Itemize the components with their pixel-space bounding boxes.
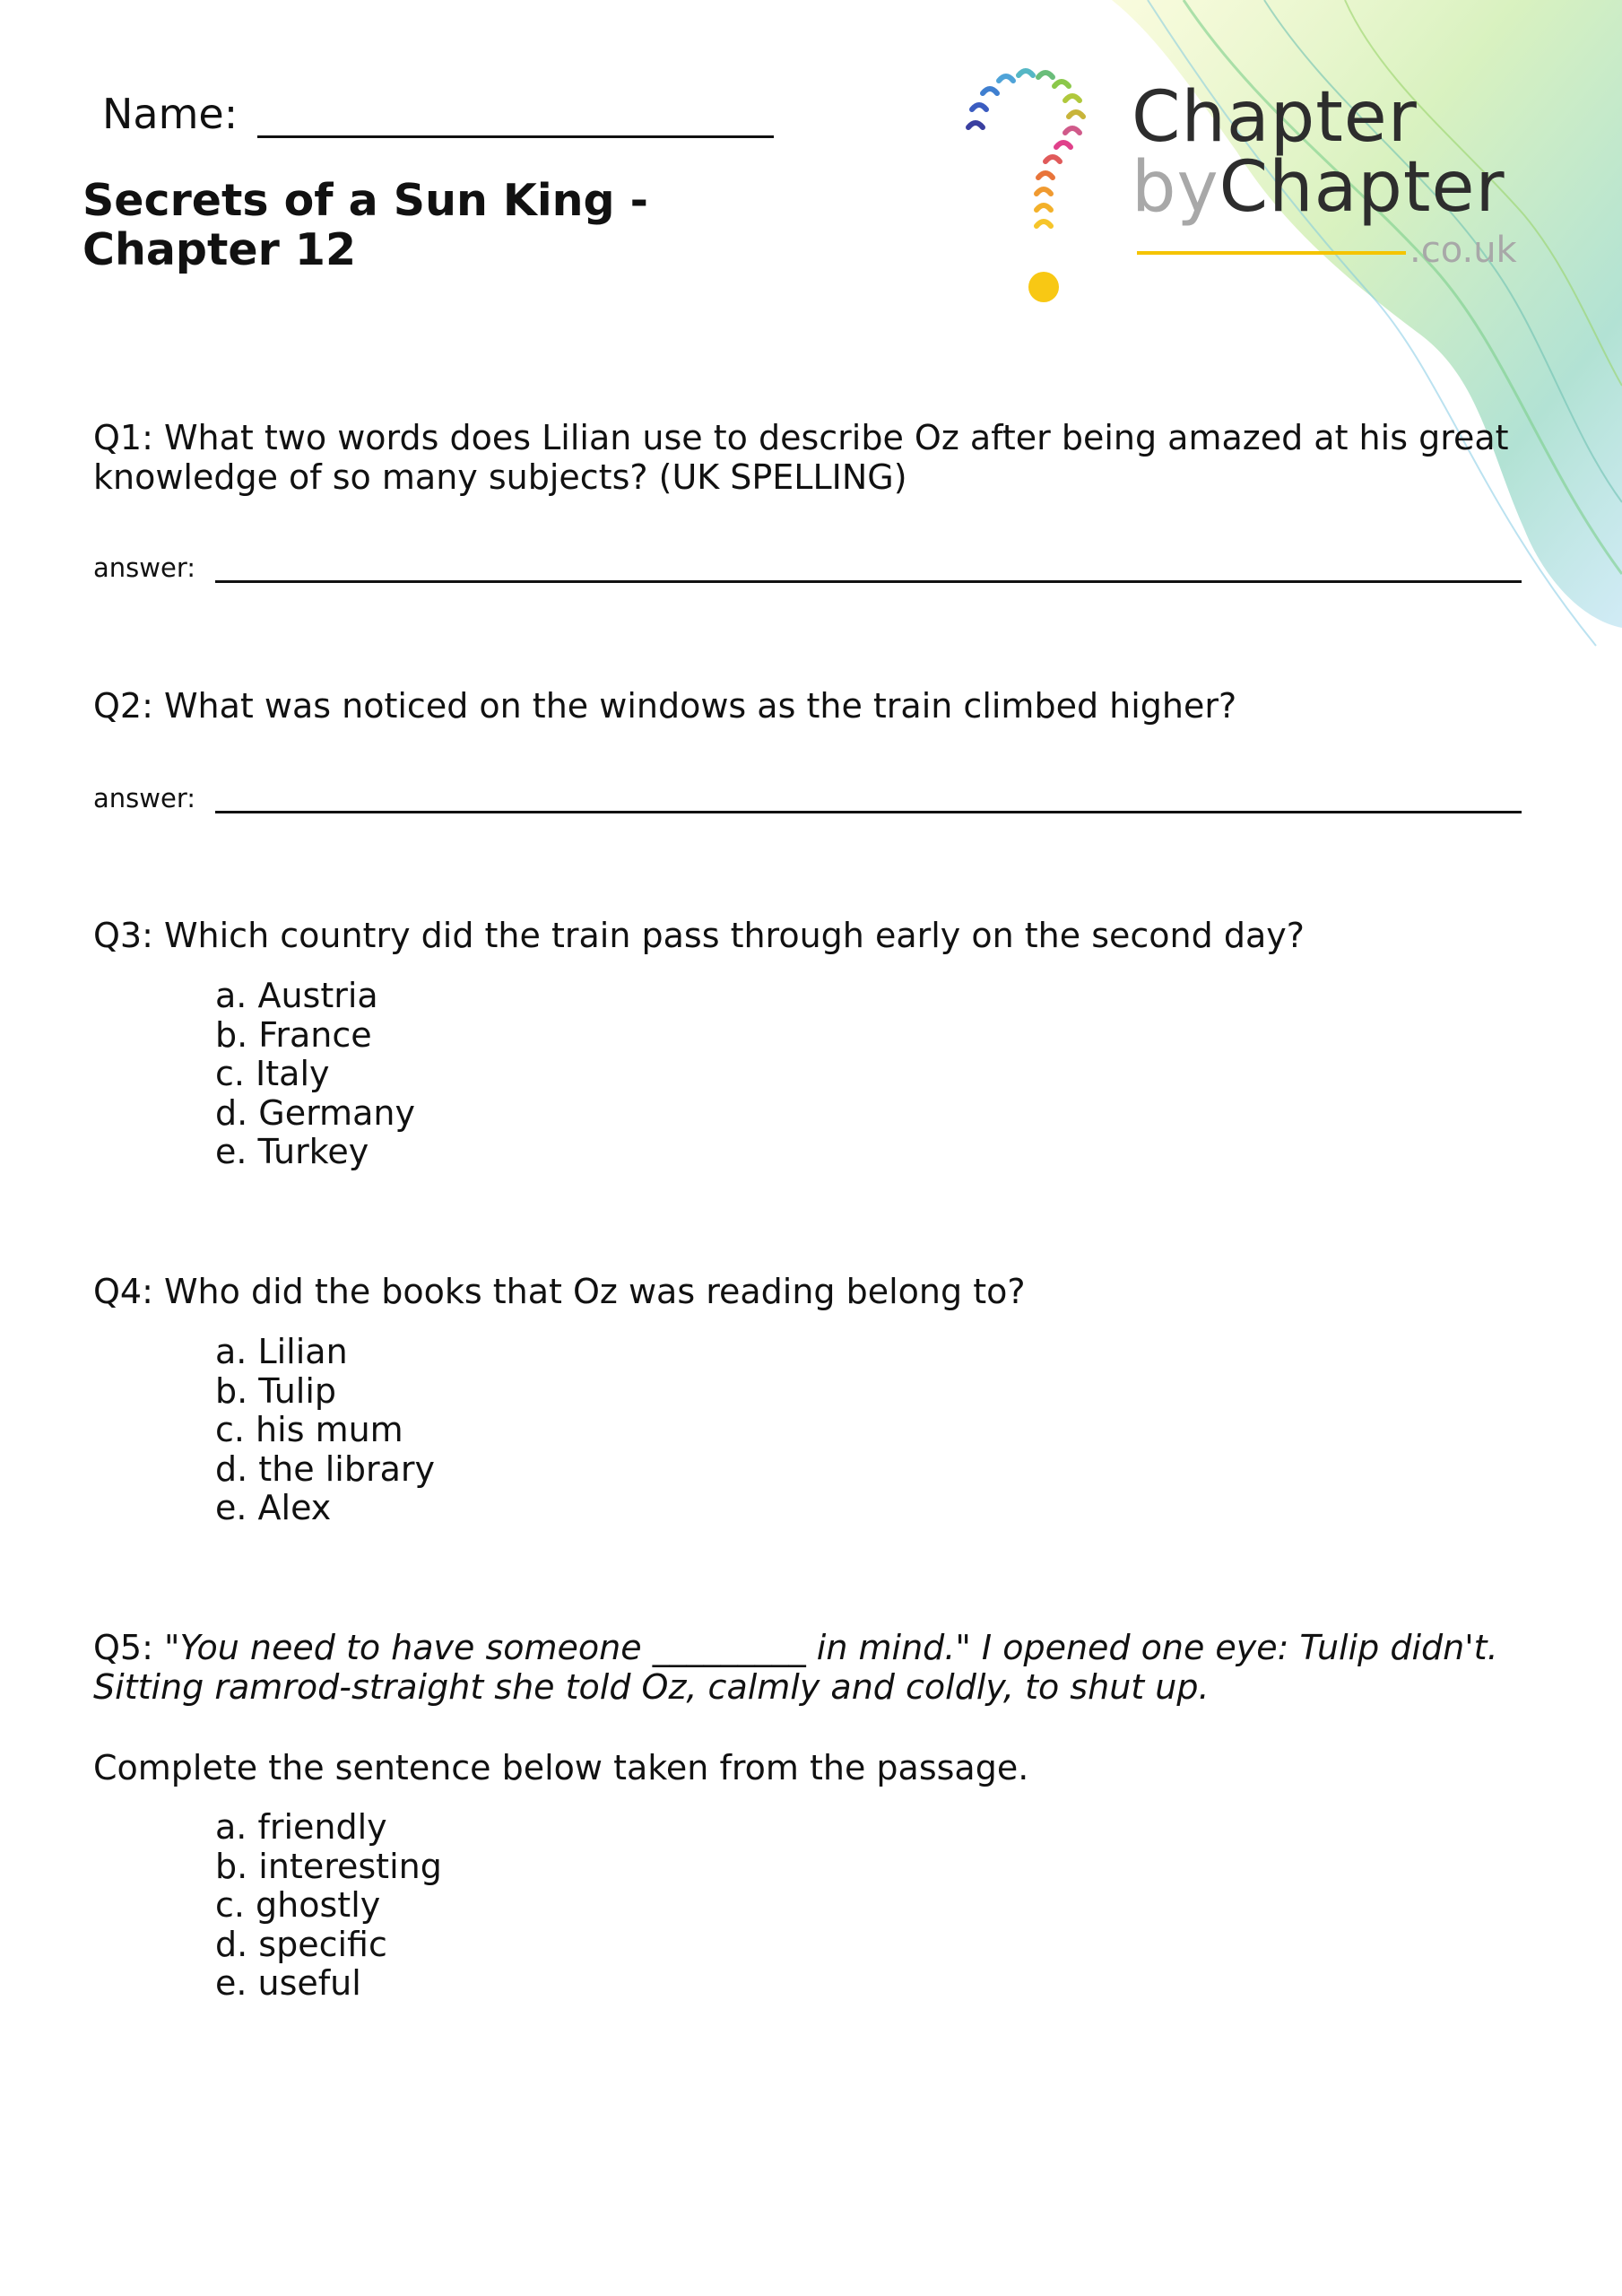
logo-wordmark xyxy=(1132,77,1505,228)
logo-word-chapter: Chapter xyxy=(1132,77,1418,158)
worksheet-title: Secrets of a Sun King - Chapter 12 xyxy=(82,175,649,275)
question-1-answer-row xyxy=(93,552,1528,583)
question-4-option-c[interactable]: c. his mum xyxy=(215,1410,403,1449)
question-3-option-a[interactable]: a. Austria xyxy=(215,976,378,1015)
question-4-option-e[interactable]: e. Alex xyxy=(215,1488,332,1527)
question-3-option-d[interactable]: d. Germany xyxy=(215,1092,415,1133)
question-5-option-d[interactable]: d. specific xyxy=(215,1924,387,1964)
question-5-options xyxy=(215,1808,442,2004)
question-5-option-b[interactable]: b. interesting xyxy=(215,1846,442,1886)
question-4-text: Q4: Who did the books that Oz was reading belong to? xyxy=(93,1272,1026,1311)
logo-underline xyxy=(1137,251,1406,255)
question-1-answer-label: answer: xyxy=(93,552,196,583)
question-3-option-b[interactable]: b. France xyxy=(215,1014,372,1055)
question-3-option-c[interactable]: c. Italy xyxy=(215,1054,330,1093)
question-5-option-e[interactable]: e. useful xyxy=(215,1963,361,2003)
question-1-text: Q1: What two words does Lilian use to describe Oz after being amazed at his great knowledge of so many subjects? (UK SPELLING) xyxy=(93,418,1509,497)
question-5-option-c[interactable]: c. ghostly xyxy=(215,1885,381,1925)
question-5-instruction: Complete the sentence below taken from the passage. xyxy=(93,1748,1029,1787)
name-input-line[interactable] xyxy=(257,91,774,138)
logo-word-bychapter xyxy=(1132,147,1505,228)
question-5-quote: "You need to have someone _________ in mind." I opened one eye: Tulip didn't. Sitting ramrod-straight she told Oz, calmly and coldly, to shut up. xyxy=(93,1628,1498,1707)
name-label: Name: xyxy=(102,90,239,138)
question-2-answer-label: answer: xyxy=(93,783,196,813)
question-4-options xyxy=(215,1333,435,1528)
logo-word-chapter-2: Chapter xyxy=(1219,147,1505,228)
question-4-option-b[interactable]: b. Tulip xyxy=(215,1370,337,1411)
question-3-text: Q3: Which country did the train pass through early on the second day? xyxy=(93,916,1305,955)
logo-word-by: by xyxy=(1132,147,1219,228)
question-3-option-e[interactable]: e. Turkey xyxy=(215,1132,369,1171)
question-2-answer-line[interactable] xyxy=(215,784,1522,813)
question-5-option-a[interactable]: a. friendly xyxy=(215,1807,387,1847)
question-4-option-d[interactable]: d. the library xyxy=(215,1448,435,1489)
question-2-text: Q2: What was noticed on the windows as the train climbed higher? xyxy=(93,686,1237,726)
question-3-options xyxy=(215,977,415,1172)
question-4-option-a[interactable]: a. Lilian xyxy=(215,1332,348,1371)
question-1-answer-line[interactable] xyxy=(215,553,1522,583)
question-2-answer-row xyxy=(93,783,1528,813)
question-5-prefix: Q5: xyxy=(93,1628,164,1667)
logo-domain-suffix: .co.uk xyxy=(1409,230,1517,271)
question-5-text xyxy=(93,1628,1510,1707)
name-field-row xyxy=(102,90,774,138)
